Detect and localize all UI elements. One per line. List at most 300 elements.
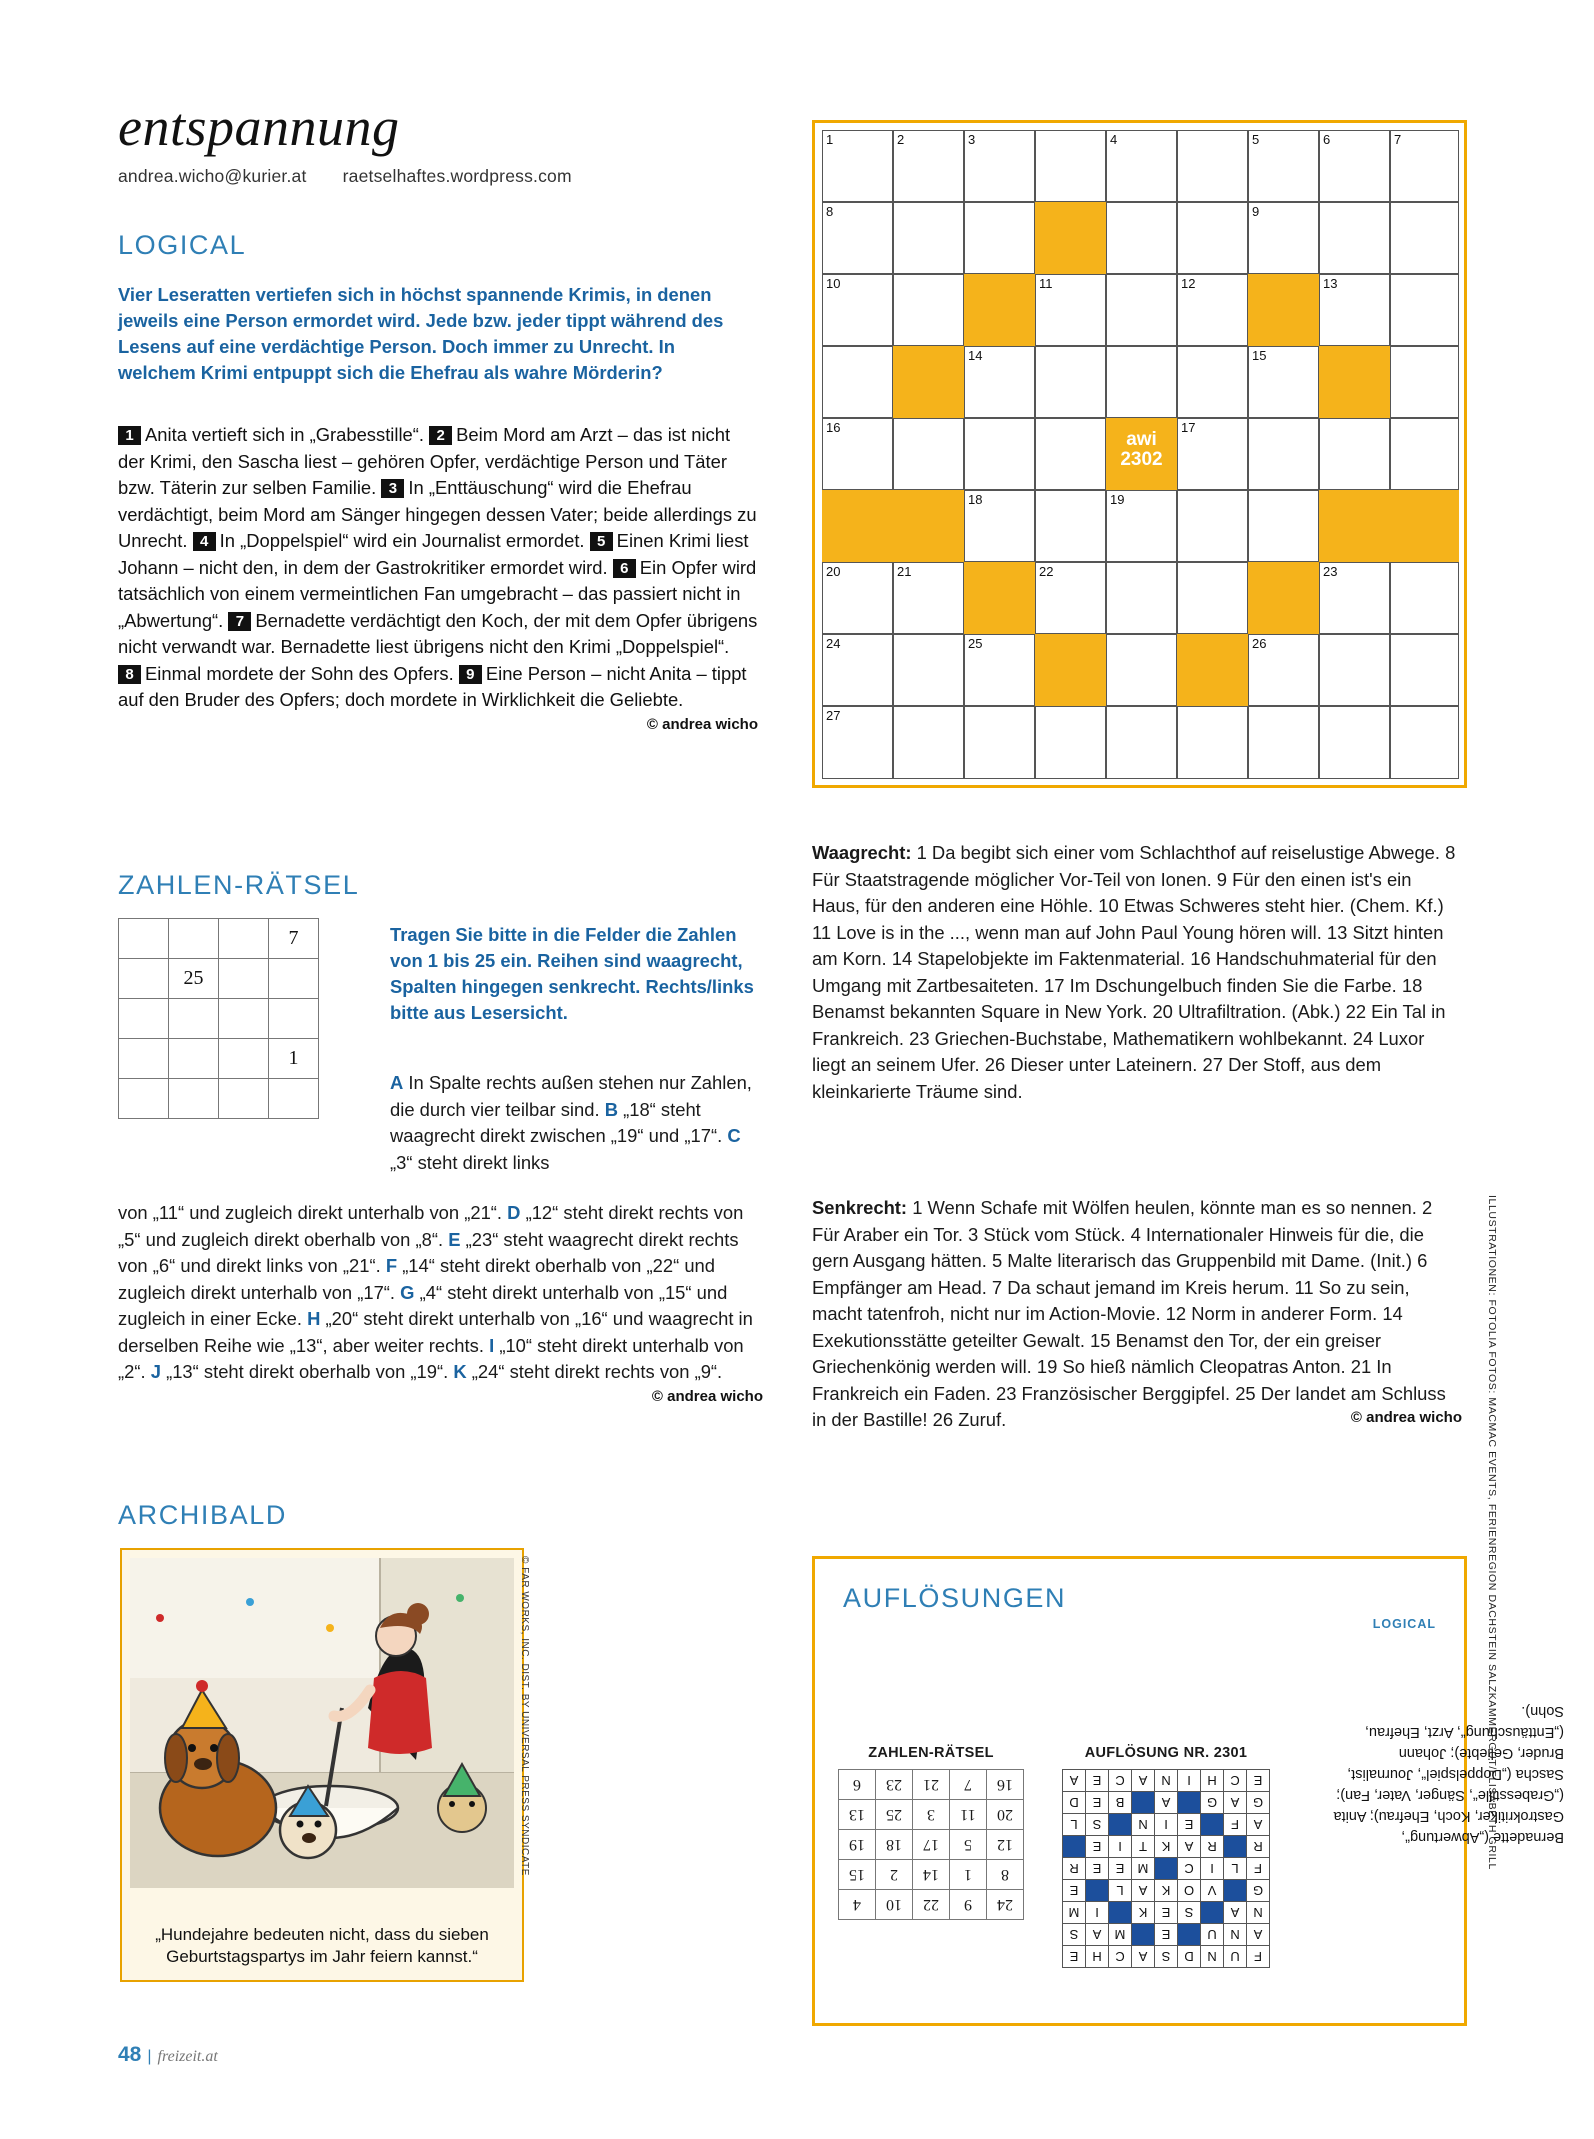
crossword-solution-cell: I xyxy=(1155,1814,1178,1836)
clue-text: Bernadette verdächtigt den Koch, der mit dem Opfer übrigens nicht verwandt war. Bernadette liest übrigens nicht den Krimi „Doppelspiel“. xyxy=(118,609,758,657)
crossword-solution-cell: A xyxy=(1155,1792,1178,1814)
crossword-solution-cell: B xyxy=(1109,1792,1132,1814)
zahlen-solution-cell: 8 xyxy=(987,1860,1024,1890)
crossword-solution-cell-blocked xyxy=(1224,1880,1247,1902)
zahlen-solution-cell: 20 xyxy=(987,1800,1024,1830)
crossword-solution-cell: C xyxy=(1224,1770,1247,1792)
crossword-solution-cell: A xyxy=(1063,1770,1086,1792)
zahlen-rules-bottom xyxy=(118,1200,763,1407)
clue-text: Einen Krimi liest Johann – nicht den, in dem der Gastrokritiker ermordet wird. xyxy=(118,530,749,578)
crossword-solution-cell-blocked xyxy=(1201,1814,1224,1836)
zahlen-cell[interactable] xyxy=(169,919,219,959)
clue-text: In „Enttäuschung“ wird die Ehefrau verdächtigt, beim Mord am Sänger hingegen dessen Vater; beide allerdings zu Unrecht. xyxy=(118,477,757,551)
cw-cell[interactable] xyxy=(1248,202,1319,274)
cw-cell-number: 14 xyxy=(968,348,983,363)
cw-cell-blocked xyxy=(1035,634,1106,706)
rule-key: F xyxy=(385,1255,398,1276)
cw-cell[interactable] xyxy=(1390,202,1459,274)
cw-cell-blocked xyxy=(822,490,893,562)
zahlen-solution-cell: 16 xyxy=(987,1770,1024,1800)
cw-cell[interactable] xyxy=(1177,706,1248,779)
zahlen-cell[interactable] xyxy=(119,959,169,999)
cartoon-artwork xyxy=(130,1558,514,1888)
across-clues xyxy=(812,840,1462,1105)
cw-cell[interactable] xyxy=(822,274,893,346)
zahlen-credit: © andrea wicho xyxy=(651,1387,763,1405)
crossword-solution-cell: I xyxy=(1178,1770,1201,1792)
clue-number: 9 xyxy=(459,665,482,684)
zahlen-cell[interactable] xyxy=(119,1079,169,1119)
zahlen-cell[interactable] xyxy=(119,1039,169,1079)
cw-cell[interactable] xyxy=(1106,490,1177,562)
zahlen-solution-cell: 25 xyxy=(876,1800,913,1830)
clue-text: Eine Person – nicht Anita – tippt auf den Bruder des Opfers; doch mordete in Wirklichkeit die Geliebte. xyxy=(118,662,747,710)
crossword-solution-cell: F xyxy=(1224,1814,1247,1836)
folio-site: freizeit.at xyxy=(157,2048,218,2065)
clue-text: In „Doppelspiel“ wird ein Journalist ermordet. xyxy=(219,530,585,551)
crossword-solution-cell: S xyxy=(1155,1946,1178,1968)
rule-key: D xyxy=(507,1202,521,1223)
crossword-solution-cell-blocked xyxy=(1109,1902,1132,1924)
crossword-solution-cell: E xyxy=(1063,1880,1086,1902)
cw-cell-number: 5 xyxy=(1252,132,1260,147)
rule-text: „18“ steht waagrecht direkt zwischen „19“ und „17“. xyxy=(390,1098,723,1146)
cw-cell[interactable] xyxy=(893,274,964,346)
rule-text: „20“ steht direkt unterhalb von „16“ und waagrecht in derselben Reihe wie „13“, aber weiter rechts. xyxy=(118,1308,753,1356)
clue-number: 8 xyxy=(118,665,141,684)
cw-cell[interactable] xyxy=(893,130,964,202)
cw-cell-blocked xyxy=(1248,562,1319,634)
crossword-solution-cell: E xyxy=(1247,1770,1270,1792)
cw-cell-number: 11 xyxy=(1039,276,1053,291)
crossword-solution-row xyxy=(1063,1924,1270,1946)
clue-text: Einmal mordete der Sohn des Opfers. xyxy=(145,662,454,684)
clue-number: 6 xyxy=(613,559,636,578)
crossword-solution-cell: S xyxy=(1178,1902,1201,1924)
cw-cell[interactable] xyxy=(822,130,893,202)
cw-cell-number: 22 xyxy=(1039,564,1054,579)
crossword-solution-cell: A xyxy=(1247,1924,1270,1946)
zahlen-cell[interactable] xyxy=(119,919,169,959)
cw-cell[interactable] xyxy=(1177,418,1248,490)
crossword-solution-cell: N xyxy=(1132,1814,1155,1836)
cw-cell[interactable] xyxy=(964,130,1035,202)
crossword-solution-cell-blocked xyxy=(1155,1858,1178,1880)
crossword-solution-cell: R xyxy=(1247,1836,1270,1858)
zahlen-cell[interactable] xyxy=(219,1079,269,1119)
crossword-solution-cell: N xyxy=(1201,1946,1224,1968)
clue-number: 1 xyxy=(118,426,141,445)
crossword-solution-cell-blocked xyxy=(1109,1814,1132,1836)
zahlen-solution-cell: 12 xyxy=(987,1830,1024,1860)
crossword-credit: © andrea wicho xyxy=(1350,1409,1462,1426)
crossword-solution-cell: I xyxy=(1086,1902,1109,1924)
crossword-solution-cell-blocked xyxy=(1086,1880,1109,1902)
crossword-solution-cell: V xyxy=(1201,1880,1224,1902)
crossword-solution-cell-blocked xyxy=(1178,1792,1201,1814)
rule-text: „13“ steht direkt oberhalb von „19“. xyxy=(166,1361,449,1382)
cw-cell-number: 27 xyxy=(826,708,841,723)
cw-cell[interactable] xyxy=(822,562,893,634)
cw-cell-number: 8 xyxy=(826,204,834,219)
cw-cell-number: 13 xyxy=(1323,276,1338,291)
clue-number: 7 xyxy=(228,612,251,631)
down-text: 1 Wenn Schafe mit Wölfen heulen, könnte man es so nennen. 2 Für Araber ein Tor. 3 Stück vom Stück. 4 Internationaler Hinweis für die, die gern Ausgang hätten. 5 Malte literarisch das Gruppenbild mit Dame. (Init.) 6 Empfänger am Head. 7 Da schaut jemand im Kreis herum. 11 So zu sein, macht tatenfroh, nicht nur im Action-Movie. 12 Norm in anderer Form. 14 Exekutionsstätte geteilter Gewalt. 15 Benamst den Tor, der ein greiser Griechenkönig werden will. 19 So hieß nämlich Cleopatras Anton. 21 In Frankreich ein Faden. 23 Französischer Berggipfel. 25 Der landet am Schluss in der Bastille! 26 Zuruf. xyxy=(812,1197,1446,1430)
cw-cell[interactable] xyxy=(1106,562,1177,634)
crossword-solution-cell: G xyxy=(1201,1792,1224,1814)
cw-cell[interactable] xyxy=(1106,202,1177,274)
crossword-solution-cell: E xyxy=(1086,1770,1109,1792)
cw-cell[interactable] xyxy=(964,706,1035,779)
cw-cell-blocked xyxy=(964,562,1035,634)
rule-text: In Spalte rechts außen stehen nur Zahlen, die durch vier teilbar sind. xyxy=(390,1072,752,1120)
rule-text: „14“ steht direkt oberhalb von „22“ und zugleich direkt unterhalb von „17“. xyxy=(118,1255,716,1303)
cw-cell[interactable] xyxy=(1106,634,1177,706)
cw-cell-number: 15 xyxy=(1252,348,1267,363)
cw-cell[interactable] xyxy=(1390,634,1459,706)
crossword-solution-cell: N xyxy=(1247,1902,1270,1924)
cw-cell[interactable] xyxy=(964,418,1035,490)
crossword-solution-cell: R xyxy=(1063,1858,1086,1880)
crossword-solution-cell: D xyxy=(1178,1946,1201,1968)
cartoon-caption: „Hundejahre bedeuten nicht, dass du sieben Geburtstagspartys im Jahr feiern kannst.“ xyxy=(155,1924,489,1966)
across-text: 1 Da begibt sich einer vom Schlachthof auf reiselustige Abwege. 8 Für Staatstragende möglicher Vor-Teil von Ionen. 9 Für den einen ist's ein Haus, für den anderen eine Höhle. 10 Etwas Schweres steht hier. (Chem. Kf.) 11 Love is in the ..., wenn man auf John Paul Young hören will. 13 Sitzt hinten am Korn. 14 Stapelobjekte im Faktenmaterial. 16 Handschuhmaterial für den Umgang mit Zartbesaiteten. 17 Im Dschungelbuch finden Sie die Farbe. 18 Benamst bekannten Square in New York. 20 Ultrafiltration. (Abk.) 22 Ein Tal in Frankreich. 23 Griechen-Buchstabe, Mathematikern wohlbekannt. 24 Luxor liegt an seinem Ufer. 26 Dieser unter Lateinern. 27 Der Stoff, aus dem kleinkarierte Träume sind. xyxy=(812,842,1456,1102)
cw-cell-number: 17 xyxy=(1181,420,1196,435)
crossword-solution-row xyxy=(1063,1836,1270,1858)
zahlen-cell[interactable] xyxy=(269,1079,319,1119)
crossword-solution-cell: A xyxy=(1086,1924,1109,1946)
zahlen-cell[interactable] xyxy=(219,1039,269,1079)
crossword-solution-cell: K xyxy=(1132,1902,1155,1924)
cw-cell-number: 26 xyxy=(1252,636,1267,651)
cw-cell-number: 19 xyxy=(1110,492,1125,507)
crossword-solution-cell: A xyxy=(1178,1836,1201,1858)
cartoon-svg xyxy=(130,1558,514,1888)
zahlen-solution-cell: 22 xyxy=(913,1890,950,1920)
rule-key: J xyxy=(150,1361,161,1382)
zahlen-solution-cell: 6 xyxy=(839,1770,876,1800)
zahlen-solution-cell: 2 xyxy=(876,1860,913,1890)
cw-cell[interactable] xyxy=(1177,490,1248,562)
crossword-solution-cell: E xyxy=(1086,1858,1109,1880)
cw-cell[interactable] xyxy=(1319,706,1390,779)
cw-cell-number: 7 xyxy=(1394,132,1402,147)
crossword-solution-cell: R xyxy=(1201,1836,1224,1858)
cw-cell[interactable] xyxy=(964,490,1035,562)
cw-cell[interactable] xyxy=(822,346,893,418)
cw-cell[interactable] xyxy=(1390,562,1459,634)
rule-text: „3“ steht direkt links xyxy=(390,1151,550,1173)
cw-cell-number: 20 xyxy=(826,564,841,579)
logical-solution-text: Bernadette („Abwertung“, Gastrokritiker, Koch, Ehefrau); Anita („Grabesstille“, Sänger, Vater, Fan); Sascha („Doppelspiel“, Journalist, Bruder, Geliebte); Johann („Enttäuschung“, Arzt, Ehefrau, Sohn). xyxy=(1333,1703,1564,1846)
cw-cell[interactable] xyxy=(964,202,1035,274)
cw-cell[interactable] xyxy=(1106,274,1177,346)
cw-cell[interactable] xyxy=(1177,274,1248,346)
cw-cell[interactable] xyxy=(822,418,893,490)
crossword-grid[interactable] xyxy=(822,130,1459,781)
cw-cell[interactable] xyxy=(1390,706,1459,779)
zahlen-solution-cell: 11 xyxy=(950,1800,987,1830)
crossword-solution-cell: G xyxy=(1247,1792,1270,1814)
cw-cell[interactable] xyxy=(893,634,964,706)
zahlen-rules-top xyxy=(390,1070,760,1176)
crossword-solution-cell: S xyxy=(1063,1924,1086,1946)
down-clues xyxy=(812,1195,1462,1434)
logical-heading: LOGICAL xyxy=(118,230,247,260)
cw-cell[interactable] xyxy=(1035,562,1106,634)
crossword-solution-cell: U xyxy=(1224,1946,1247,1968)
crossword-solution-cell: C xyxy=(1178,1858,1201,1880)
crossword-solution xyxy=(1062,1745,1270,1968)
cw-cell[interactable] xyxy=(1177,346,1248,418)
cw-cell[interactable] xyxy=(1319,634,1390,706)
crossword-solution-cell: H xyxy=(1086,1946,1109,1968)
crossword-solution-cell: E xyxy=(1086,1836,1109,1858)
crossword-solution-cell: A xyxy=(1247,1814,1270,1836)
zahlen-cell[interactable] xyxy=(169,999,219,1039)
rule-text: „10“ steht direkt unterhalb von „2“. xyxy=(118,1334,744,1382)
cw-cell[interactable] xyxy=(1035,346,1106,418)
cw-cell-number: 3 xyxy=(968,132,976,147)
crossword-solution-cell-blocked xyxy=(1063,1836,1086,1858)
cw-cell-blocked xyxy=(1319,346,1390,418)
cw-cell[interactable] xyxy=(964,634,1035,706)
page-title: entspannung xyxy=(118,97,400,157)
crossword-solution-cell: E xyxy=(1155,1924,1178,1946)
cw-cell-blocked xyxy=(1390,490,1459,562)
cw-cell-number: 16 xyxy=(826,420,841,435)
cw-cell-number: 9 xyxy=(1252,204,1260,219)
cw-cell[interactable] xyxy=(1390,130,1459,202)
crossword-solution-row xyxy=(1063,1858,1270,1880)
cw-cell-number: 4 xyxy=(1110,132,1118,147)
zahlen-cell[interactable] xyxy=(219,959,269,999)
cw-cell[interactable] xyxy=(822,706,893,779)
crossword-solution-cell: E xyxy=(1109,1858,1132,1880)
crossword-solution-cell-blocked xyxy=(1224,1836,1247,1858)
cw-cell-number: 23 xyxy=(1323,564,1338,579)
solutions-heading: AUFLÖSUNGEN xyxy=(843,1583,1067,1613)
crossword-solution-cell: L xyxy=(1224,1858,1247,1880)
zahlen-solution-caption: ZAHLEN-RÄTSEL xyxy=(868,1745,994,1761)
crossword-solution-cell: H xyxy=(1201,1770,1224,1792)
crossword-solution-cell-blocked xyxy=(1132,1792,1155,1814)
zahlen-solution-cell: 17 xyxy=(913,1830,950,1860)
crossword-solution-cell: A xyxy=(1132,1946,1155,1968)
cw-cell-blocked xyxy=(893,490,964,562)
cw-cell[interactable] xyxy=(1319,274,1390,346)
crossword-solution-caption: AUFLÖSUNG NR. 2301 xyxy=(1084,1745,1248,1761)
zahlen-solution-cell: 3 xyxy=(913,1800,950,1830)
cw-cell[interactable] xyxy=(822,202,893,274)
cw-cell[interactable] xyxy=(1177,130,1248,202)
crossword-solution-cell: F xyxy=(1247,1946,1270,1968)
crossword-solution-cell: A xyxy=(1132,1880,1155,1902)
rule-text: „12“ steht direkt rechts von „5“ und zugleich direkt oberhalb von „8“. xyxy=(118,1202,744,1250)
crossword-solution-cell: C xyxy=(1109,1770,1132,1792)
rule-text: von „11“ und zugleich direkt unterhalb von „21“. xyxy=(118,1202,503,1223)
zahlen-solution-cell: 24 xyxy=(987,1890,1024,1920)
clue-number: 4 xyxy=(193,532,216,551)
watermark-line2: 2302 xyxy=(1120,448,1163,470)
rule-key: A xyxy=(390,1072,404,1093)
contact-line xyxy=(118,166,758,187)
crossword-solution-cell: E xyxy=(1178,1814,1201,1836)
rule-key: K xyxy=(453,1361,467,1382)
crossword-solution-cell-blocked xyxy=(1132,1924,1155,1946)
zahlen-heading: ZAHLEN-RÄTSEL xyxy=(118,870,360,900)
crossword-solution-row xyxy=(1063,1880,1270,1902)
crossword-solution-cell-blocked xyxy=(1178,1924,1201,1946)
cw-cell[interactable] xyxy=(1035,706,1106,779)
cw-cell[interactable] xyxy=(964,346,1035,418)
crossword-solution-cell: S xyxy=(1086,1814,1109,1836)
solutions-logical-label: LOGICAL xyxy=(1372,1617,1436,1631)
cw-cell[interactable] xyxy=(893,418,964,490)
crossword-solution-cell: M xyxy=(1132,1858,1155,1880)
cw-cell[interactable] xyxy=(1248,418,1319,490)
cw-cell-blocked xyxy=(1177,634,1248,706)
crossword-solution-row xyxy=(1063,1770,1270,1792)
zahlen-solution-cell: 13 xyxy=(839,1800,876,1830)
zahlen-solution-cell: 4 xyxy=(839,1890,876,1920)
cw-cell[interactable] xyxy=(1177,202,1248,274)
zahlen-solution-cell: 1 xyxy=(950,1860,987,1890)
crossword-solution-cell: F xyxy=(1247,1858,1270,1880)
crossword-solution-cell: E xyxy=(1155,1902,1178,1924)
cw-cell[interactable] xyxy=(1248,346,1319,418)
rule-key: I xyxy=(489,1334,495,1356)
zahlen-cell[interactable] xyxy=(219,999,269,1039)
cw-cell[interactable] xyxy=(1106,130,1177,202)
crossword-solution-cell: I xyxy=(1109,1836,1132,1858)
cw-cell-number: 24 xyxy=(826,636,841,651)
crossword-solution-cell: T xyxy=(1132,1836,1155,1858)
page-number: 48 xyxy=(118,2043,142,2066)
cw-cell[interactable] xyxy=(1248,130,1319,202)
down-label: Senkrecht: xyxy=(812,1197,908,1218)
cw-cell[interactable] xyxy=(1035,418,1106,490)
crossword-solution-cell: E xyxy=(1086,1792,1109,1814)
masthead xyxy=(118,97,758,187)
zahlen-cell[interactable] xyxy=(269,999,319,1039)
cw-cell[interactable] xyxy=(1248,706,1319,779)
cw-cell[interactable] xyxy=(1035,130,1106,202)
archibald-heading: ARCHIBALD xyxy=(118,1500,287,1530)
crossword-solution-cell: M xyxy=(1109,1924,1132,1946)
contact-email: andrea.wicho@kurier.at xyxy=(118,166,307,186)
crossword-solution-row xyxy=(1063,1814,1270,1836)
cw-cell-number: 6 xyxy=(1323,132,1331,147)
clue-text: Ein Opfer wird tatsächlich von einem vermeintlichen Fan umgebracht – das passiert nicht in „Abwertung“. xyxy=(118,556,757,631)
cw-cell-number: 1 xyxy=(826,132,834,147)
cw-cell[interactable] xyxy=(893,202,964,274)
cw-cell-number: 21 xyxy=(897,564,912,579)
zahlen-solution-cell: 23 xyxy=(876,1770,913,1800)
zahlen-cell[interactable] xyxy=(169,1039,219,1079)
crossword-solution-cell: C xyxy=(1109,1946,1132,1968)
crossword-solution-row xyxy=(1063,1946,1270,1968)
zahlen-solution-cell: 5 xyxy=(950,1830,987,1860)
crossword-puzzle[interactable] xyxy=(812,120,1467,788)
cw-cell[interactable] xyxy=(1319,130,1390,202)
zahlen-solution-cell: 19 xyxy=(839,1830,876,1860)
zahlen-cell[interactable] xyxy=(269,959,319,999)
cw-cell-number: 12 xyxy=(1181,276,1196,291)
zahlen-cell[interactable]: 7 xyxy=(269,919,319,959)
cw-cell[interactable] xyxy=(1035,490,1106,562)
contact-site: raetselhaftes.wordpress.com xyxy=(342,166,572,186)
crossword-solution-cell: L xyxy=(1063,1814,1086,1836)
zahlen-solution-cell: 18 xyxy=(876,1830,913,1860)
crossword-solution-cell: A xyxy=(1132,1770,1155,1792)
zahlen-solution-cell: 10 xyxy=(876,1890,913,1920)
rule-key: B xyxy=(604,1098,618,1120)
zahlen-cell[interactable]: 25 xyxy=(169,959,219,999)
cw-cell[interactable] xyxy=(1390,346,1459,418)
cw-cell-blocked xyxy=(893,346,964,418)
cw-cell[interactable] xyxy=(1390,274,1459,346)
clue-number: 5 xyxy=(590,532,613,551)
rule-key: C xyxy=(727,1125,741,1146)
cw-cell[interactable] xyxy=(1106,346,1177,418)
zahlen-grid[interactable] xyxy=(118,918,319,1119)
crossword-solution-cell: K xyxy=(1155,1880,1178,1902)
crossword-solution-cell: D xyxy=(1063,1792,1086,1814)
archibald-cartoon xyxy=(120,1548,524,1982)
cw-cell[interactable] xyxy=(893,562,964,634)
rule-key: H xyxy=(307,1308,321,1329)
crossword-solution-cell: L xyxy=(1109,1880,1132,1902)
cw-cell[interactable] xyxy=(1319,562,1390,634)
rule-text: „24“ steht direkt rechts von „9“. xyxy=(471,1361,723,1382)
cw-cell[interactable] xyxy=(1248,490,1319,562)
cw-cell[interactable] xyxy=(1319,202,1390,274)
crossword-solution-row xyxy=(1063,1792,1270,1814)
clue-text: Beim Mord am Arzt – das ist nicht der Krimi, den Sascha liest – gehören Opfer, verdächtige Person und Täter bzw. Täterin zur selben Familie. xyxy=(118,424,731,498)
cw-cell[interactable] xyxy=(1035,274,1106,346)
crossword-solution-cell: N xyxy=(1155,1770,1178,1792)
zahlen-cell[interactable] xyxy=(169,1079,219,1119)
cw-cell-blocked xyxy=(1035,202,1106,274)
crossword-solution-cell-blocked xyxy=(1201,1902,1224,1924)
watermark-line1: awi xyxy=(1126,429,1157,450)
logical-intro: Vier Leseratten vertiefen sich in höchst spannende Krimis, in denen jeweils eine Person ermordet wird. Jede bzw. jeder tippt während des Lesens auf eine verdächtige Person. Doch immer zu Unrecht. In welchem Krimi entpuppt sich die Ehefrau als wahre Mörderin? xyxy=(118,284,724,384)
zahlen-intro: Tragen Sie bitte in die Felder die Zahlen von 1 bis 25 ein. Reihen sind waagrecht, Spalten hingegen senkrecht. Rechts/links bitte aus Lesersicht. xyxy=(390,924,754,1024)
cw-cell-blocked xyxy=(964,274,1035,346)
zahlen-cell[interactable] xyxy=(119,999,169,1039)
cw-cell[interactable] xyxy=(1319,418,1390,490)
crossword-solution-cell: K xyxy=(1155,1836,1178,1858)
folio: 48 | freizeit.at xyxy=(118,2043,218,2066)
cw-cell[interactable] xyxy=(1248,634,1319,706)
cw-cell[interactable] xyxy=(893,706,964,779)
logical-credit: © andrea wicho xyxy=(646,715,758,733)
zahlen-solution xyxy=(838,1745,1024,1920)
rule-key: E xyxy=(448,1228,461,1250)
crossword-watermark xyxy=(1106,430,1177,470)
cw-cell[interactable] xyxy=(822,634,893,706)
zahlen-cell[interactable] xyxy=(219,919,269,959)
cw-cell-number: 18 xyxy=(968,492,983,507)
cw-cell-number: 10 xyxy=(826,276,841,291)
cw-cell[interactable] xyxy=(1177,562,1248,634)
zahlen-cell[interactable]: 1 xyxy=(269,1039,319,1079)
cw-cell[interactable] xyxy=(1390,418,1459,490)
crossword-solution-cell: I xyxy=(1201,1858,1224,1880)
rule-key: G xyxy=(400,1281,415,1303)
cw-cell[interactable] xyxy=(1106,706,1177,779)
